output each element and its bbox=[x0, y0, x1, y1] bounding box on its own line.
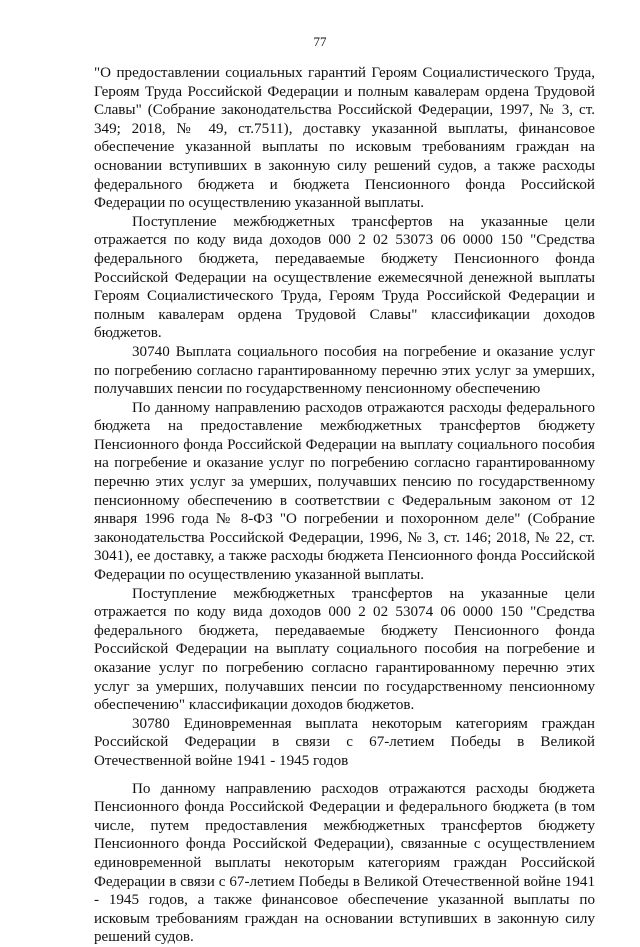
page-number: 77 bbox=[313, 34, 327, 49]
document-body bbox=[94, 64, 595, 947]
paragraph-expenses-30780: По данному направлению расходов отражаются расходы бюджета Пенсионного фонда Российской Федерации и федерального бюджета (в том числе, путем предоставления межбюджетных трансфертов бюджету Пенсионного фонда Российской Федерации), связанные с осуществлением единовременной выплаты некоторым категориям граждан Российской Федерации в связи с 67-летием Победы в Великой Отечественной войне 1941 - 1945 годов, а также финансовое обеспечение указанной выплаты по исковым требованиям граждан на основании вступивших в законную силу решений судов. bbox=[94, 780, 595, 946]
paragraph-transfers-53073: Поступление межбюджетных трансфертов на указанные цели отражается по коду вида доходов 000 2 02 53073 06 0000 150 "Средства федерального бюджета, передаваемые бюджету Пенсионного фонда Российской Федерации на осуществление ежемесячной денежной выплаты Героям Социалистического Труда, Героям Труда Российской Федерации и полным кавалерам ордена Трудовой Славы" классификации доходов бюджетов. bbox=[94, 213, 595, 342]
paragraph-heading-30780: 30780 Единовременная выплата некоторым категориям граждан Российской Федерации в связи с 67-летием Победы в Великой Отечественной войне 1941 - 1945 годов bbox=[94, 715, 595, 769]
paragraph-heading-30740: 30740 Выплата социального пособия на погребение и оказание услуг по погребению согласно гарантированному перечню этих услуг за умерших, получавших пенсии по государственному пенсионному обеспечению bbox=[94, 343, 595, 398]
paragraph-continuation: "О предоставлении социальных гарантий Героям Социалистического Труда, Героям Труда Российской Федерации и полным кавалерам ордена Трудовой Славы" (Собрание законодательства Российской Федерации, 1997, № 3, ст. 349; 2018, № 49, ст.7511), доставку указанной выплаты, финансовое обеспечение указанной выплаты по исковым требованиям граждан на основании вступивших в законную силу решений судов, а также расходы федерального бюджета и бюджета Пенсионного фонда Российской Федерации по осуществлению указанной выплаты. bbox=[94, 65, 595, 212]
paragraph-transfers-53074: Поступление межбюджетных трансфертов на указанные цели отражается по коду вида доходов 000 2 02 53074 06 0000 150 "Средства федерального бюджета, передаваемые бюджету Пенсионного фонда Российской Федерации на выплату социального пособия на погребение и оказание услуг по погребению согласно гарантированному перечню этих услуг за умерших, получавших пенсии по государственному пенсионному обеспечению" классификации доходов бюджетов. bbox=[94, 585, 595, 714]
paragraph-expenses-30740: По данному направлению расходов отражаются расходы федерального бюджета на предоставление межбюджетных трансфертов бюджету Пенсионного фонда Российской Федерации на выплату социального пособия на погребение и оказание услуг по погребению согласно гарантированному перечню этих услуг за умерших, получавших пенсию по государственному пенсионному обеспечению в соответствии с Федеральным законом от 12 января 1996 года № 8-ФЗ "О погребении и похоронном деле" (Собрание законодательства Российской Федерации, 1996, № 3, ст. 146; 2018, № 22, ст. 3041), ее доставку, а также расходы бюджета Пенсионного фонда Российской Федерации по осуществлению указанной выплаты. bbox=[94, 399, 595, 584]
